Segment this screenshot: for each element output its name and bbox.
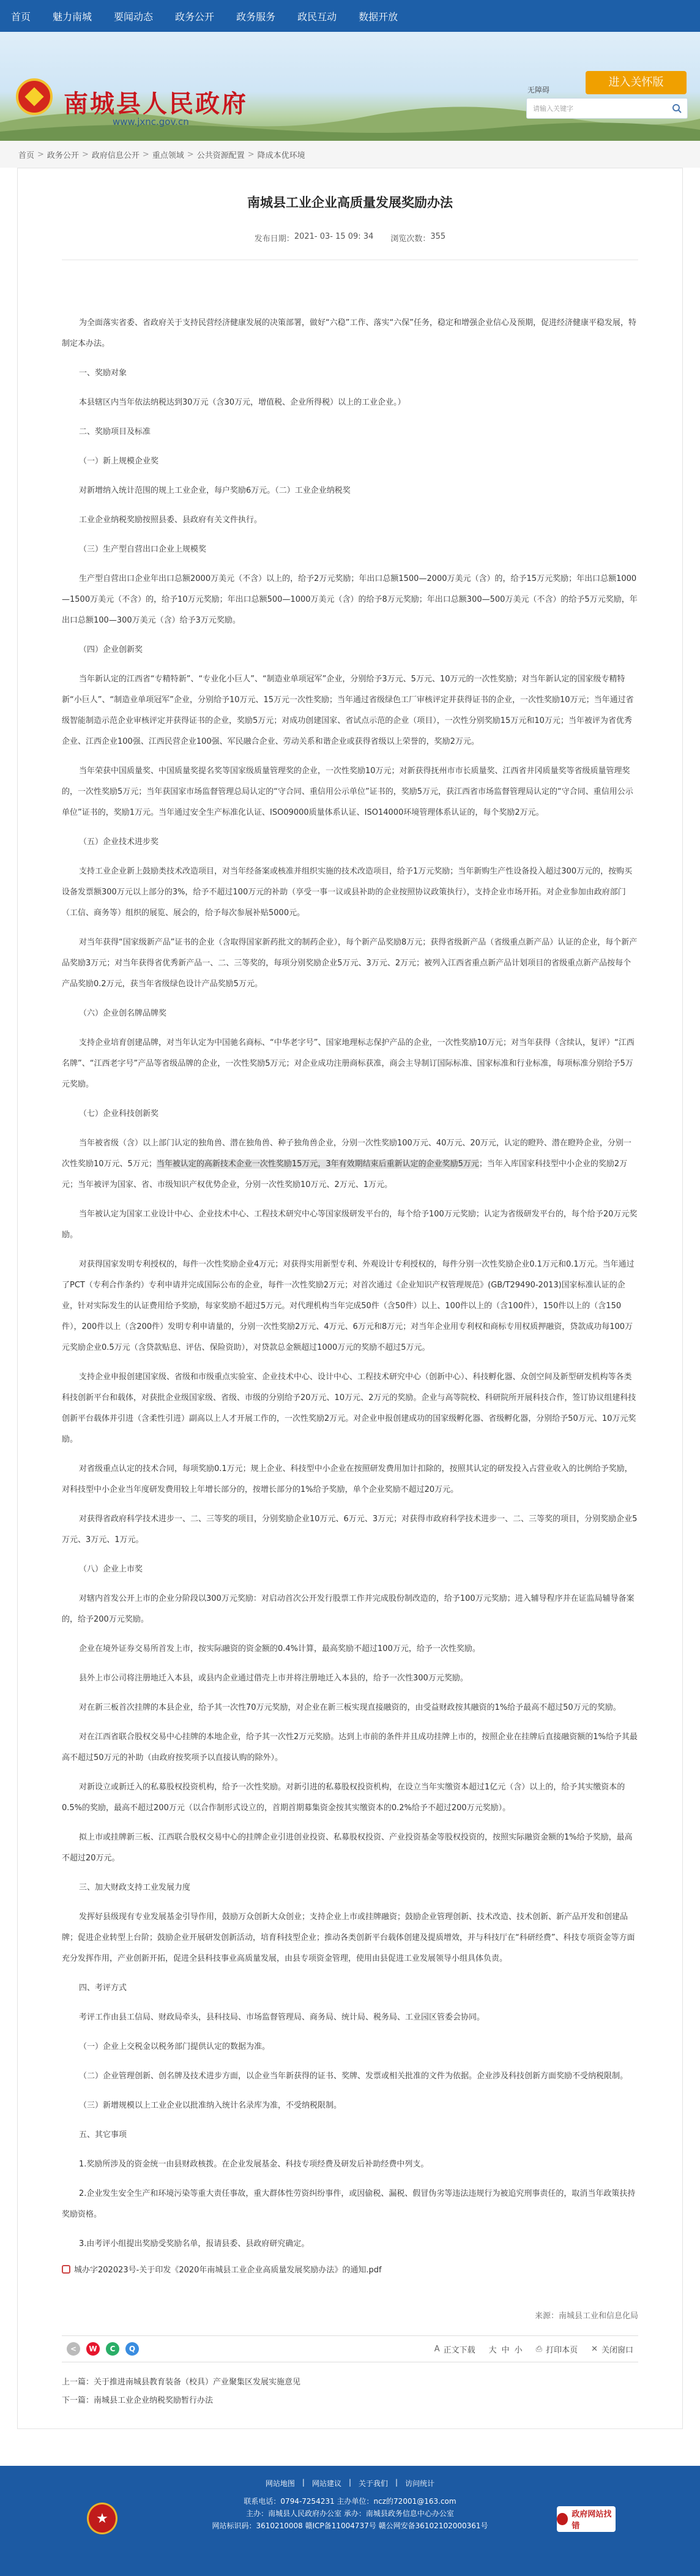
font-size-control: A 正文下载 <box>434 2344 475 2355</box>
party-emblem-icon[interactable]: ★ <box>87 2503 117 2534</box>
site-title: 南城县人民政府 <box>64 89 248 118</box>
size-big[interactable]: 大 <box>488 2345 497 2355</box>
para: 支持企业培育创建品牌，对当年认定为中国驰名商标、“中华老字号”、国家地理标志保护产品的企业，一次性奖励10万元；对当年获得（含续认，复评）“江西名牌”、“江西老字号”产品等省级品牌的企业，一次性奖励5万元；对企业成功注册商标获准，商会主导制订国际标准、国家标准和行业标准，每项标准分别给予5万元奖励。 <box>62 1038 635 1089</box>
para: 发挥好县级现有专业发展基金引导作用，鼓励万众创新大众创业；支持企业上市或挂牌融资；鼓励企业管理创新、技术改造、技术创新、新产品开发和创建品牌；促进企业转型上台阶；鼓励企业开展研发创新活动，培育科技型企业；推动各类创新平台载体创建及提质增效，并与科技厅在“科研经费”、科技专项资金等方面充分发挥作用，产业创新开拓，促进全县科技事业高质量发展，由县专项资金管理，使用由县促进工业发展领导小组具体负责。 <box>62 1912 635 1963</box>
emblem-icon <box>16 78 53 115</box>
para: （四）企业创新奖 <box>79 645 143 654</box>
footer-info: 联系电话：0794-7254231 主办单位：ncz的72001@163.com 主办：南城县人民政府办公室 承办：南城县政务信息中心办公室 网站标识码：3610210008 赣ICP备11004737号 赣公网安备36102102000361号 <box>212 2497 488 2530</box>
para: 对新设立或新迁入的私募股权投资机构，给予一次性奖励。对新引进的私募股权投资机构，在设立当年实缴资本超过1亿元（含）以上的，给予其实缴资本的0.5%的奖励，最高不超过200万元（以合作制形式设立的，首期首期募集资金按其实缴资本的0.2%给予不超过200万元奖励）。 <box>62 1783 625 1813</box>
para: 对在新三板首次挂牌的本县企业，给予其一次性70万元奖励，对企业在新三板实现直接融资的，由受益财政按其融资的1%给予最高不超过50万元的奖励。 <box>79 1703 621 1712</box>
size-options <box>489 2343 523 2355</box>
para: （六）企业创名牌品牌奖 <box>79 1009 167 1018</box>
nav-open[interactable]: 政务公开 <box>175 10 215 23</box>
prev-next: 上一篇： 关于推进南城县教育装备（校具）产业聚集区发展实施意见 下一篇： 南城县工业企业纳税奖励暂行办法 <box>62 2362 638 2410</box>
crumb-key[interactable]: 重点领域 <box>152 151 184 160</box>
accessibility-link[interactable]: 无障碍 <box>527 86 550 94</box>
para: 五、其它事项 <box>79 2130 127 2140</box>
para-highlight: 当年被省级（含）以上部门认定的独角兽、潜在独角兽、种子独角兽企业，分别一次性奖励100万元、40万元、20万元，认定的瞪羚、潜在瞪羚企业，分别一次性奖励10万元、5万元；当年被认定的高新技术企业一次性奖励15万元，3年有效期结束后重新认定的企业奖励5万元；当年入库国家科技型中小企业的奖励2万元；当年被评为国家、省、市级知识产权优势企业，分别一次性奖励10万元、2万元、1万元。 <box>62 1139 631 1189</box>
para: （五）企业技术进步奖 <box>79 837 159 847</box>
close-icon: ✕ <box>591 2344 598 2354</box>
para: 当年荣获中国质量奖、中国质量奖提名奖等国家级质量管理奖的企业，一次性奖励10万元；对新获得抚州市市长质量奖、江西省井冈质量奖等省级质量管理奖的，一次性奖励5万元；当年获国家市场监督管理总局认定的“守合同、重信用公示单位”证书的，奖励5万元，获江西省市场监督管理局认定的“守合同、重信用公示单位”证书的，奖励1万元。当年通过安全生产标准化认证、ISO09000质量体系认证、ISO14000环境管理体系认证的，每个奖励2万元。 <box>62 766 633 817</box>
publish-date: 2021- 03- 15 09: 34 <box>294 232 374 241</box>
prev-article-link[interactable]: 关于推进南城县教育装备（校具）产业聚集区发展实施意见 <box>94 2378 301 2387</box>
para: 为全面落实省委、省政府关于支持民营经济健康发展的决策部署，做好“六稳”工作、落实“六保”任务，稳定和增强企业信心及预期，促进经济健康平稳发展，特制定本办法。 <box>62 318 636 348</box>
nav-charm[interactable]: 魅力南城 <box>53 10 92 23</box>
article-container <box>17 168 683 2429</box>
para: 二、奖励项目及标准 <box>79 427 151 436</box>
article-meta <box>62 232 638 260</box>
view-count: 355 <box>430 232 446 241</box>
site-url: www.jxnc.gov.cn <box>113 116 189 127</box>
nav-news[interactable]: 要闻动态 <box>114 10 154 23</box>
attachment-icon <box>62 2265 70 2274</box>
wechat-icon[interactable]: C <box>106 2342 119 2356</box>
article-source: 来源：南城县工业和信息化局 <box>534 2312 638 2321</box>
footer-links: 网站地图 | 网站建议 | 关于我们 | 访问统计 <box>265 2478 435 2488</box>
print-icon: ⎙ <box>535 2344 543 2354</box>
para: 企业在境外证券交易所首发上市，按实际融资的资金额的0.4%计算，最高奖励不超过100万元，给予一次性奖励。 <box>79 1644 480 1653</box>
para: 本县辖区内当年依法纳税达到30万元（含30万元，增值税、企业所得税）以上的工业企业。） <box>79 398 406 407</box>
para: （一）新上规模企业奖 <box>79 457 159 466</box>
para: 对新增纳入统计范围的规上工业企业，每户奖励6万元。（二）工业企业纳税奖 <box>79 486 351 495</box>
para: 对在江西省联合股权交易中心挂牌的本地企业，给予其一次性2万元奖励。达到上市前的条件并且成功挂牌上市的，按照企业在挂牌后直接融资额的1%给予其最高不超过50万元的补助（由政府按奖项予以直接认购的除外）。 <box>62 1732 638 1762</box>
para: 对当年获得“国家级新产品”证书的企业（含取得国家新药批文的制药企业），每个新产品奖励8万元；获得省级新产品（省级重点新产品）认证的企业，每个新产品奖励3万元；对当年获得省优秀新产品一、二、三等奖的，每项分别奖励企业5万元、3万元、2万元；被列入江西省重点新产品计划项目的省级重点新产品按每个产品奖励0.2万元，获当年省级绿色设计产品奖励5万元。 <box>62 938 638 989</box>
care-mode-button[interactable]: 进入关怀版 <box>586 71 687 94</box>
para: （一）企业上交税金以税务部门提供认定的数据为准。 <box>79 2042 270 2051</box>
para: 四、考评方式 <box>79 1983 127 1993</box>
nav-data[interactable]: 数据开放 <box>359 10 398 23</box>
weibo-icon[interactable]: W <box>86 2342 100 2356</box>
share-icon[interactable]: < <box>67 2342 80 2356</box>
para: （八）企业上市奖 <box>79 1565 143 1574</box>
para: 1.奖励所涉及的资金统一由县财政核拨。在企业发展基金、科技专项经费及研发后补助经费中列支。 <box>79 2160 429 2169</box>
search-input[interactable]: 请输入关键字 <box>533 105 573 113</box>
para: 支持工业企业新上鼓励类技术改造项目，对当年经备案或核准并组织实施的技术改造项目，给予1万元奖励；当年新购生产性设备投入超过300万元的，按购买设备发票额300万元以上部分的3%，给予不超过100万元的补助（享受一事一议或县补助的企业按照协议政策执行），支持企业市场开拓。对企业参加由政府部门（工信、商务等）组织的展览、展会的，给予每次参展补贴5000元。 <box>62 867 633 918</box>
crumb-open[interactable]: 政务公开 <box>47 151 79 160</box>
views-label: 浏览次数： <box>390 234 431 244</box>
crumb-home[interactable]: 首页 <box>18 151 35 160</box>
nav-home[interactable]: 首页 <box>11 10 31 23</box>
para: 支持企业申报创建国家级、省级和市级重点实验室、企业技术中心、设计中心、工程技术研究中心（创新中心）、科技孵化器、众创空间及新型研发机构等各类科技创新平台和载体，对获批企业级国家级、省级、市级的分别给予20万元、10万元、2万元的奖励。企业与高等院校、科研院所开展科技合作，签订协议组建科技创新平台载体并引进（含柔性引进）副高以上人才开展工作的，一次性奖励2万元。对企业申报创建成功的国家级孵化器、省级孵化器，分别给予50万元、10万元奖励。 <box>62 1372 636 1444</box>
para: 对获得国家发明专利授权的，每件一次性奖励企业4万元；对获得实用新型专利、外观设计专利授权的，每件分别一次性奖励企业0.1万元和0.1万元。当年通过了PCT（专利合作条约）专利申请并完成国际公布的企业，每件一次性奖励2万元；对首次通过《企业知识产权管理规范》(GB/T29490-2013)国家标准认证的企业，针对实际发生的认证费用给予奖励，每家奖励不超过5万元。对代理机构当年完成50件（含50件）以上、100件以上的（含100件），150件以上的（含150件），200件以上（含200件）发明专利申请量的，分别一次性奖励2万元、4万元、6万元和8万元；对当年企业用专利权和商标专用权质押融资，贷款成功每100万元奖励企业0.5万元（含贷款贴息、评估、保险资助），对贷款总金额超过1000万元的奖励不超过5万元。 <box>62 1260 635 1352</box>
nav-service[interactable]: 政务服务 <box>236 10 276 23</box>
footer-link-suggest[interactable]: 网站建议 <box>311 2479 341 2488</box>
nav-interact[interactable]: 政民互动 <box>297 10 337 23</box>
crumb-cost[interactable]: 降成本优环境 <box>257 151 305 160</box>
crumb-info[interactable]: 政府信息公开 <box>91 151 140 160</box>
article-toolbar <box>62 2335 638 2362</box>
footer-link-sitemap[interactable]: 网站地图 <box>265 2479 295 2488</box>
para: 当年被认定为国家工业设计中心、企业技术中心、工程技术研究中心等国家级研发平台的，每个给予100万元奖励；认定为省级研发平台的，每个给予20万元奖励。 <box>62 1210 638 1240</box>
para: 工业企业纳税奖励按照县委、县政府有关文件执行。 <box>79 515 262 525</box>
header-banner <box>0 32 700 141</box>
qzone-icon[interactable]: Q <box>125 2342 139 2356</box>
para: （二）企业管理创新、创名牌及技术进步方面，以企业当年新获得的证书、奖牌、发票或相关批准的文件为依据。企业涉及科技创新方面奖励不受纳税限制。 <box>79 2072 628 2081</box>
article-title: 南城县工业企业高质量发展奖励办法 <box>247 195 453 210</box>
size-small[interactable]: 小 <box>514 2345 523 2355</box>
highlighted-text: 当年被认定的高新技术企业一次性奖励15万元，3年有效期结束后重新认定的企业奖励5万元 <box>156 1159 479 1169</box>
para: （七）企业科技创新奖 <box>79 1109 159 1118</box>
close-button[interactable]: ✕ 关闭窗口 <box>591 2344 633 2355</box>
print-button[interactable]: ⎙ 打印本页 <box>535 2344 578 2355</box>
para: （三）新增规模以上工业企业以批准纳入统计名录库为准，不受纳税限制。 <box>79 2101 342 2110</box>
footer <box>0 2466 700 2576</box>
para: 对获得省政府科学技术进步一、二、三等奖的项目，分别奖励企业10万元、6万元、3万元；对获得市政府科学技术进步一、二、三等奖的项目，分别奖励企业5万元、3万元、1万元。 <box>62 1515 638 1544</box>
date-label: 发布日期： <box>254 234 294 244</box>
size-mid[interactable]: 中 <box>501 2345 510 2355</box>
para: 3.由考评小组提出奖励受奖励名单，报请县委、县政府研究确定。 <box>79 2239 310 2248</box>
attachment-link[interactable]: 城办字202023号-关于印发《2020年南城县工业企业高质量发展奖励办法》的通知.pdf <box>62 2263 638 2275</box>
top-nav <box>0 0 700 32</box>
para: 考评工作由县工信局、财政局牵头，县科技局、市场监督管理局、商务局、统计局、税务局、工业园区管委会协同。 <box>79 2013 485 2022</box>
report-error-badge[interactable]: 政府网站找错 <box>557 2506 616 2532</box>
para: 对省级重点认定的技术合同，每项奖励0.1万元；规上企业、科技型中小企业在按照研发费用加计扣除的，按照其认定的研发投入占营业收入的比例给予奖励，对科技型中小企业当年度研发费用较上年增长部分的，按增长部分的1%给予奖励，单个企业奖励不超过20万元。 <box>62 1464 633 1494</box>
badge-icon <box>557 2513 568 2525</box>
search-box[interactable] <box>526 98 688 119</box>
breadcrumb: 首页 > 政务公开 > 政府信息公开 > 重点领域 > 公共资源配置 > 降成本优环境 <box>0 141 700 168</box>
tool-group <box>421 2343 633 2355</box>
para: （三）生产型自营出口企业上规模奖 <box>79 545 207 554</box>
footer-link-stats[interactable]: 访问统计 <box>405 2479 435 2488</box>
next-article-link[interactable]: 南城县工业企业纳税奖励暂行办法 <box>94 2396 214 2405</box>
search-icon[interactable] <box>666 99 687 118</box>
para: 2.企业发生安全生产和环境污染等重大责任事故，重大群体性劳资纠纷事件，或因偷税、漏税、假冒伪劣等违法违规行为被追究刑事责任的，取消当年政策扶持奖励资格。 <box>62 2189 636 2219</box>
para: 一、奖励对象 <box>79 369 127 378</box>
para: 三、加大财政支持工业发展力度 <box>79 1883 191 1892</box>
para: 对辖内首发公开上市的企业分阶段以300万元奖励：对启动首次公开发行股票工作并完成股份制改造的，给予100万元奖励；进入辅导程序并在证监局辅导备案的，给予200万元奖励。 <box>62 1594 635 1624</box>
para: 县外上市公司将注册地迁入本县，或县内企业通过借壳上市并将注册地迁入本县的，给予一次性300万元奖励。 <box>79 1674 468 1683</box>
share-group <box>67 2342 145 2356</box>
font-icon: A <box>434 2344 440 2354</box>
para: 生产型自营出口企业年出口总额2000万美元（不含）以上的，给予2万元奖励；年出口总额1500—2000万美元（含）的，给予15万元奖励；年出口总额1000—1500万美元（不含）的，给予10万元奖励；年出口总额500—1000万美元（含）的给予8万元奖励；年出口总额300—500万美元（不含）的给予5万元奖励，年出口总额100—300万美元（含）给予3万元奖励。 <box>62 574 638 625</box>
para: 拟上市或挂牌新三板、江西联合股权交易中心的挂牌企业引进创业投资、私募股权投资、产业投资基金等股权投资的，按照实际融资金额的1%给予奖励，最高不超过20万元。 <box>62 1833 633 1863</box>
footer-link-about[interactable]: 关于我们 <box>359 2479 389 2488</box>
para: 当年新认定的江西省“专精特新”、“专业化小巨人”、“制造业单项冠军”企业，分别给予3万元、5万元、10万元的一次性奖励；对当年新认定的国家级专精特新“小巨人”、“制造业单项冠军”企业，分别给予10万元、15万元一次性奖励；当年通过省级绿色工厂审核评定并获得证书的企业，一次性奖励10万元；当年通过省级智能制造示范企业审核评定并获得证书的企业，奖励5万元；对成功创建国家、省试点示范的企业（项目），一次性分别奖励15万元和10万元；当年被评为省优秀企业、江西企业100强、江西民营企业100强、军民融合企业、劳动关系和谐企业或获得省级以上荣誉的，奖励2万元。 <box>62 675 634 746</box>
article-body <box>62 260 638 2275</box>
crumb-resource[interactable]: 公共资源配置 <box>196 151 245 160</box>
